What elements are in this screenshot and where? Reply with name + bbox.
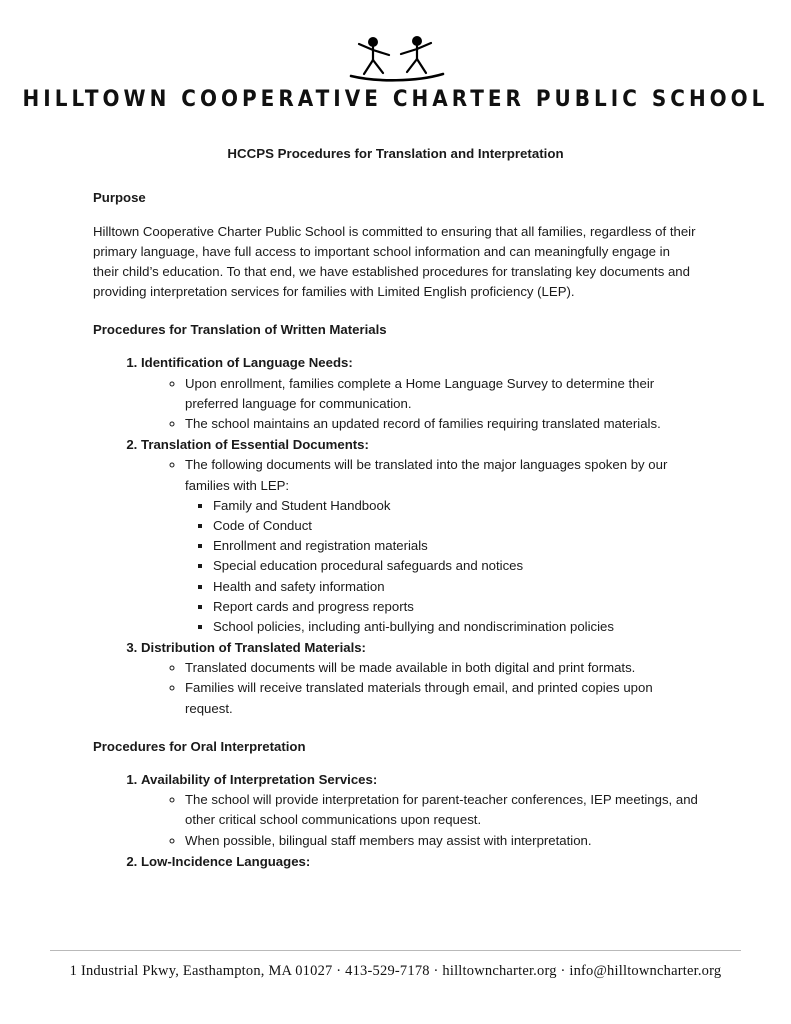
footer-contact-info: 1 Industrial Pkwy, Easthampton, MA 01027 · 413-529-7178 · hilltowncharter.org · info@hilltowncharter.org <box>69 963 722 979</box>
list-item: ◦ Families will receive translated materials through email, and printed copies upon request. <box>185 678 698 718</box>
page-title: HCCPS Procedures for Translation and Interpretation <box>227 146 564 161</box>
list-item-text: The following documents will be translated into the major languages spoken by our families with LEP: <box>185 457 668 493</box>
school-name: HILLTOWN COOPERATIVE CHARTER PUBLIC SCHOOL <box>22 84 769 112</box>
list-item: ▪ Family and Student Handbook <box>213 496 698 516</box>
purpose-paragraph: Hilltown Cooperative Charter Public School is committed to ensuring that all families, regardless of their primary language, have full access to important school information and can meaningfully engage in their child’s education. To that end, we have established procedures for translating key documents and providing interpretation services for families with Limited English proficiency (LEP). <box>93 223 696 300</box>
list-item <box>185 455 698 637</box>
heading-purpose: Purpose <box>93 190 146 206</box>
list-item: ◦ Upon enrollment, families complete a Home Language Survey to determine their preferred language for communication. <box>185 374 698 414</box>
sublist <box>141 455 698 637</box>
list-item: ▪ Report cards and progress reports <box>213 597 698 617</box>
footer-divider <box>50 950 741 951</box>
sublist <box>141 374 698 435</box>
list-item <box>141 638 698 719</box>
heading-written-materials: Procedures for Translation of Written Materials <box>93 322 387 338</box>
list-item-label: Low-Incidence Languages: <box>141 853 311 869</box>
written-materials-list <box>93 353 698 718</box>
list-item: ▪ Health and safety information <box>213 577 698 597</box>
list-item-label: Availability of Interpretation Services: <box>141 772 378 788</box>
list-item: ▪ Special education procedural safeguards and notices <box>213 556 698 576</box>
heading-oral-interpretation: Procedures for Oral Interpretation <box>93 738 306 754</box>
list-item-label: Distribution of Translated Materials: <box>141 640 366 656</box>
sublist <box>141 658 698 719</box>
sublist <box>141 790 698 851</box>
list-item: ◦ The school will provide interpretation for parent-teacher conferences, IEP meetings, and other critical school communications upon request. <box>185 790 698 830</box>
list-item <box>141 353 698 434</box>
list-item: ◦ Translated documents will be made available in both digital and print formats. <box>185 658 698 678</box>
document-content <box>0 144 791 872</box>
list-item <box>141 770 698 851</box>
list-item <box>141 435 698 637</box>
list-item: ▪ Enrollment and registration materials <box>213 536 698 556</box>
list-item-label: Identification of Language Needs: <box>141 355 353 371</box>
list-item: ▪ Code of Conduct <box>213 516 698 536</box>
letterhead <box>0 0 791 110</box>
list-item: ◦ When possible, bilingual staff members may assist with interpretation. <box>185 831 698 851</box>
two-figures-logo-icon <box>331 30 461 82</box>
list-item <box>141 852 698 872</box>
list-item: ▪ School policies, including anti-bullying and nondiscrimination policies <box>213 617 698 637</box>
oral-interpretation-list <box>93 770 698 872</box>
page-footer <box>50 950 741 980</box>
list-item-label: Translation of Essential Documents: <box>141 437 369 453</box>
documents-list <box>185 496 698 637</box>
list-item: ◦ The school maintains an updated record of families requiring translated materials. <box>185 414 698 434</box>
spacer <box>93 720 698 737</box>
